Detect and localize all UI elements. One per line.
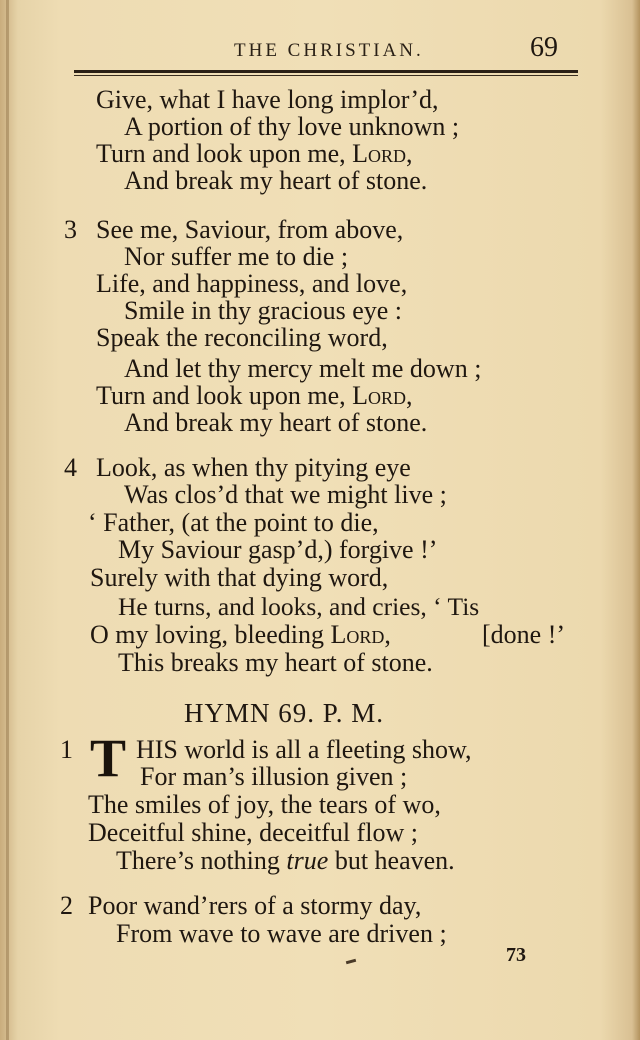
verse-line — [96, 140, 413, 168]
verse-line: Deceitful shine, deceitful flow ; — [88, 818, 418, 847]
verse-line: And break my heart of stone. — [124, 408, 428, 437]
verse-line: From wave to wave are driven ; — [116, 919, 447, 948]
verse-line: A portion of thy love unknown ; — [124, 112, 460, 141]
verse-line — [90, 621, 391, 649]
page-number: 69 — [530, 32, 558, 63]
lord-small-caps: Lord, — [352, 139, 413, 168]
verse-line: And let thy mercy melt me down ; — [124, 354, 482, 383]
verse-line-text: There’s nothing — [116, 846, 287, 875]
verse-line-text: Turn and look upon me, — [96, 139, 353, 168]
verse-number: 2 — [60, 891, 73, 920]
header-rule — [74, 70, 578, 73]
verse-line: Poor wand’rers of a stormy day, — [88, 891, 422, 920]
verse-overflow: [done !’ — [482, 620, 566, 649]
verse-line: And break my heart of stone. — [124, 166, 428, 195]
verse-line: This breaks my heart of stone. — [118, 648, 433, 677]
ink-mark — [346, 959, 356, 964]
verse-line: He turns, and looks, and cries, ‘ Tis — [118, 592, 480, 621]
stanza-number: 4 — [64, 453, 77, 482]
lord-small-caps: Lord, — [330, 620, 391, 649]
verse-line — [116, 847, 455, 875]
running-title: THE CHRISTIAN. — [234, 40, 424, 61]
verse-number: 1 — [60, 735, 73, 764]
verse-line: Surely with that dying word, — [90, 563, 389, 592]
lord-small-caps: Lord, — [352, 381, 413, 410]
signature-mark: 73 — [506, 944, 526, 966]
italic-word: true — [286, 846, 329, 875]
verse-line: The smiles of joy, the tears of wo, — [88, 790, 441, 819]
verse-line: ‘ Father, (at the point to die, — [88, 508, 379, 537]
running-head — [0, 34, 640, 68]
verse-line — [96, 382, 413, 410]
verse-line: Give, what I have long implor’d, — [96, 85, 439, 114]
verse-line-text: O my loving, bleeding — [90, 620, 331, 649]
verse-line: For man’s illusion given ; — [140, 762, 408, 791]
drop-cap: T — [90, 728, 127, 788]
verse-line: Nor suffer me to die ; — [124, 242, 349, 271]
stanza-number: 3 — [64, 215, 77, 244]
verse-line: HIS world is all a fleeting show, — [136, 735, 472, 764]
verse-line: Smile in thy gracious eye : — [124, 296, 403, 325]
verse-line: See me, Saviour, from above, — [96, 215, 404, 244]
verse-line-text: Turn and look upon me, — [96, 381, 353, 410]
verse-line: Was clos’d that we might live ; — [124, 480, 447, 509]
verse-line: Life, and happiness, and love, — [96, 269, 408, 298]
verse-line: Look, as when thy pitying eye — [96, 453, 411, 482]
hymn-title: HYMN 69. P. M. — [184, 698, 385, 728]
verse-line: My Saviour gasp’d,) forgive !’ — [118, 535, 438, 564]
verse-line: Speak the reconciling word, — [96, 323, 388, 352]
verse-line-text: but heaven. — [328, 846, 455, 875]
